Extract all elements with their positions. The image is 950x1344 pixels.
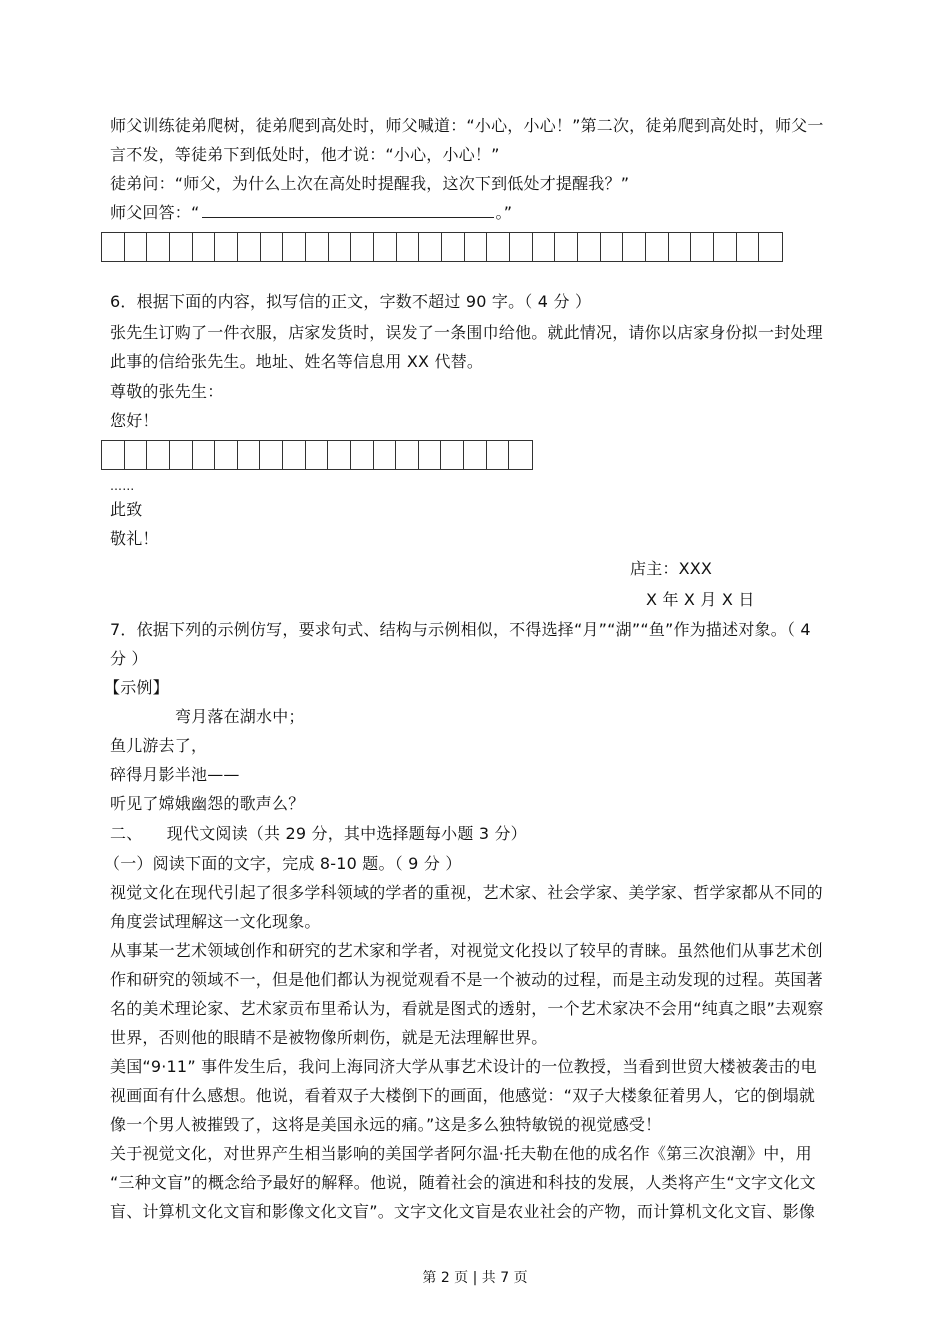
- grid-cell[interactable]: [759, 233, 782, 261]
- grid-cell[interactable]: [441, 441, 464, 469]
- subsection-heading: （一）阅读下面的文字，完成 8-10 题。（ 9 分 ）: [104, 854, 462, 873]
- q6-title: 6．根据下面的内容，拟写信的正文，字数不超过 90 字。（ 4 分 ）: [110, 292, 592, 311]
- grid-cell[interactable]: [102, 441, 125, 469]
- grid-cell[interactable]: [601, 233, 624, 261]
- letter-date: X 年 X 月 X 日: [646, 590, 755, 609]
- q5-line-1: 师父训练徒弟爬树，徒弟爬到高处时，师父喊道：“小心，小心！”第二次，徒弟爬到高处时，师父一: [110, 116, 824, 135]
- grid-cell[interactable]: [374, 441, 397, 469]
- passage-line: “三种文盲”的概念给予最好的解释。他说，随着社会的演进和科技的发展，人类将产生“文字文化文: [110, 1173, 816, 1192]
- grid-cell[interactable]: [465, 233, 488, 261]
- q5-line-2: 言不发，等徒弟下到低处时，他才说：“小心，小心！”: [110, 145, 500, 164]
- grid-cell[interactable]: [555, 233, 578, 261]
- grid-cell[interactable]: [714, 233, 737, 261]
- grid-cell[interactable]: [170, 233, 193, 261]
- page-footer: 第 2 页 | 共 7 页: [422, 1270, 528, 1286]
- letter-signer: 店主：XXX: [630, 559, 713, 578]
- grid-cell[interactable]: [215, 233, 238, 261]
- grid-cell[interactable]: [306, 233, 329, 261]
- q7-example-label: 【示例】: [104, 678, 169, 697]
- passage-line: 视觉文化在现代引起了很多学科领域的学者的重视，艺术家、社会学家、美学家、哲学家都从不同的: [110, 883, 823, 902]
- q6-line-2: 此事的信给张先生。地址、姓名等信息用 XX 代替。: [110, 352, 484, 371]
- q5-answer-suffix: 。”: [495, 203, 513, 222]
- q5-answer-prefix: 师父回答：“: [110, 203, 200, 222]
- grid-cell[interactable]: [737, 233, 760, 261]
- grid-cell[interactable]: [147, 441, 170, 469]
- q5-answer-line: [110, 203, 512, 223]
- q6-answer-grid[interactable]: [101, 440, 533, 470]
- passage-line: 从事某一艺术领域创作和研究的艺术家和学者，对视觉文化投以了较早的青睐。虽然他们从事艺术创: [110, 941, 823, 960]
- grid-cell[interactable]: [193, 441, 216, 469]
- q7-line-1: 7．依据下列的示例仿写，要求句式、结构与示例相似，不得选择“月”“湖”“鱼”作为描述对象。（ 4: [110, 620, 811, 639]
- grid-cell[interactable]: [374, 233, 397, 261]
- grid-cell[interactable]: [238, 441, 261, 469]
- grid-cell[interactable]: [193, 233, 216, 261]
- passage-line: 关于视觉文化，对世界产生相当影响的美国学者阿尔温·托夫勒在他的成名作《第三次浪潮》中，用: [110, 1144, 812, 1163]
- passage-line: 角度尝试理解这一文化现象。: [110, 912, 321, 931]
- grid-cell[interactable]: [147, 233, 170, 261]
- grid-cell[interactable]: [261, 233, 284, 261]
- grid-cell[interactable]: [669, 233, 692, 261]
- letter-greeting: 您好！: [110, 411, 159, 430]
- poem-line: 听见了嫦娥幽怨的歌声么？: [110, 794, 305, 813]
- letter-ellipsis: ……: [110, 479, 135, 493]
- grid-cell[interactable]: [396, 441, 419, 469]
- grid-cell[interactable]: [125, 233, 148, 261]
- grid-cell[interactable]: [351, 441, 374, 469]
- q5-answer-blank[interactable]: [202, 203, 494, 218]
- q5-answer-grid[interactable]: [101, 232, 783, 262]
- letter-closing-1: 此致: [110, 500, 143, 519]
- grid-cell[interactable]: [487, 233, 510, 261]
- q5-line-3: 徒弟问：“师父，为什么上次在高处时提醒我，这次下到低处才提醒我？”: [110, 174, 630, 193]
- poem-line: 碎得月影半池——: [110, 765, 240, 784]
- grid-cell[interactable]: [646, 233, 669, 261]
- grid-cell[interactable]: [623, 233, 646, 261]
- passage-line: 视画面有什么感想。他说，看着双子大楼倒下的画面，他感觉：“双子大楼象征着男人，它的倒塌就: [110, 1086, 816, 1105]
- passage-line: 作和研究的领域不一，但是他们都认为视觉观看不是一个被动的过程，而是主动发现的过程。英国著: [110, 970, 823, 989]
- grid-cell[interactable]: [329, 233, 352, 261]
- grid-cell[interactable]: [509, 441, 532, 469]
- poem-line: 鱼儿游去了，: [110, 736, 208, 755]
- letter-closing-2: 敬礼！: [110, 529, 159, 548]
- grid-cell[interactable]: [328, 441, 351, 469]
- q6-line-1: 张先生订购了一件衣服，店家发货时，误发了一条围巾给他。就此情况，请你以店家身份拟一封处理: [110, 323, 823, 342]
- grid-cell[interactable]: [419, 233, 442, 261]
- grid-cell[interactable]: [578, 233, 601, 261]
- section-heading: 二、 现代文阅读（共 29 分，其中选择题每小题 3 分）: [110, 824, 527, 843]
- passage-line: 美国“9·11” 事件发生后，我问上海同济大学从事艺术设计的一位教授，当看到世贸大楼被袭击的电: [110, 1057, 817, 1076]
- grid-cell[interactable]: [442, 233, 465, 261]
- grid-cell[interactable]: [215, 441, 238, 469]
- grid-cell[interactable]: [691, 233, 714, 261]
- grid-cell[interactable]: [125, 441, 148, 469]
- grid-cell[interactable]: [533, 233, 556, 261]
- grid-cell[interactable]: [283, 233, 306, 261]
- grid-cell[interactable]: [306, 441, 329, 469]
- grid-cell[interactable]: [260, 441, 283, 469]
- passage-line: 名的美术理论家、艺术家贡布里希认为，看就是图式的透射，一个艺术家决不会用“纯真之眼”去观察: [110, 999, 824, 1018]
- grid-cell[interactable]: [487, 441, 510, 469]
- passage-line: 世界，否则他的眼睛不是被物像所刺伤，就是无法理解世界。: [110, 1028, 548, 1047]
- grid-cell[interactable]: [238, 233, 261, 261]
- grid-cell[interactable]: [464, 441, 487, 469]
- grid-cell[interactable]: [170, 441, 193, 469]
- poem-line: 弯月落在湖水中；: [175, 707, 305, 726]
- grid-cell[interactable]: [283, 441, 306, 469]
- grid-cell[interactable]: [102, 233, 125, 261]
- q7-line-2: 分 ）: [110, 649, 148, 668]
- letter-salutation: 尊敬的张先生：: [110, 382, 224, 401]
- grid-cell[interactable]: [351, 233, 374, 261]
- grid-cell[interactable]: [419, 441, 442, 469]
- passage-line: 像一个男人被摧毁了，这将是美国永远的痛。”这是多么独特敏锐的视觉感受！: [110, 1115, 662, 1134]
- grid-cell[interactable]: [397, 233, 420, 261]
- passage-line: 盲、计算机文化文盲和影像文化文盲”。文字文化文盲是农业社会的产物，而计算机文化文盲、影像: [110, 1202, 816, 1221]
- grid-cell[interactable]: [510, 233, 533, 261]
